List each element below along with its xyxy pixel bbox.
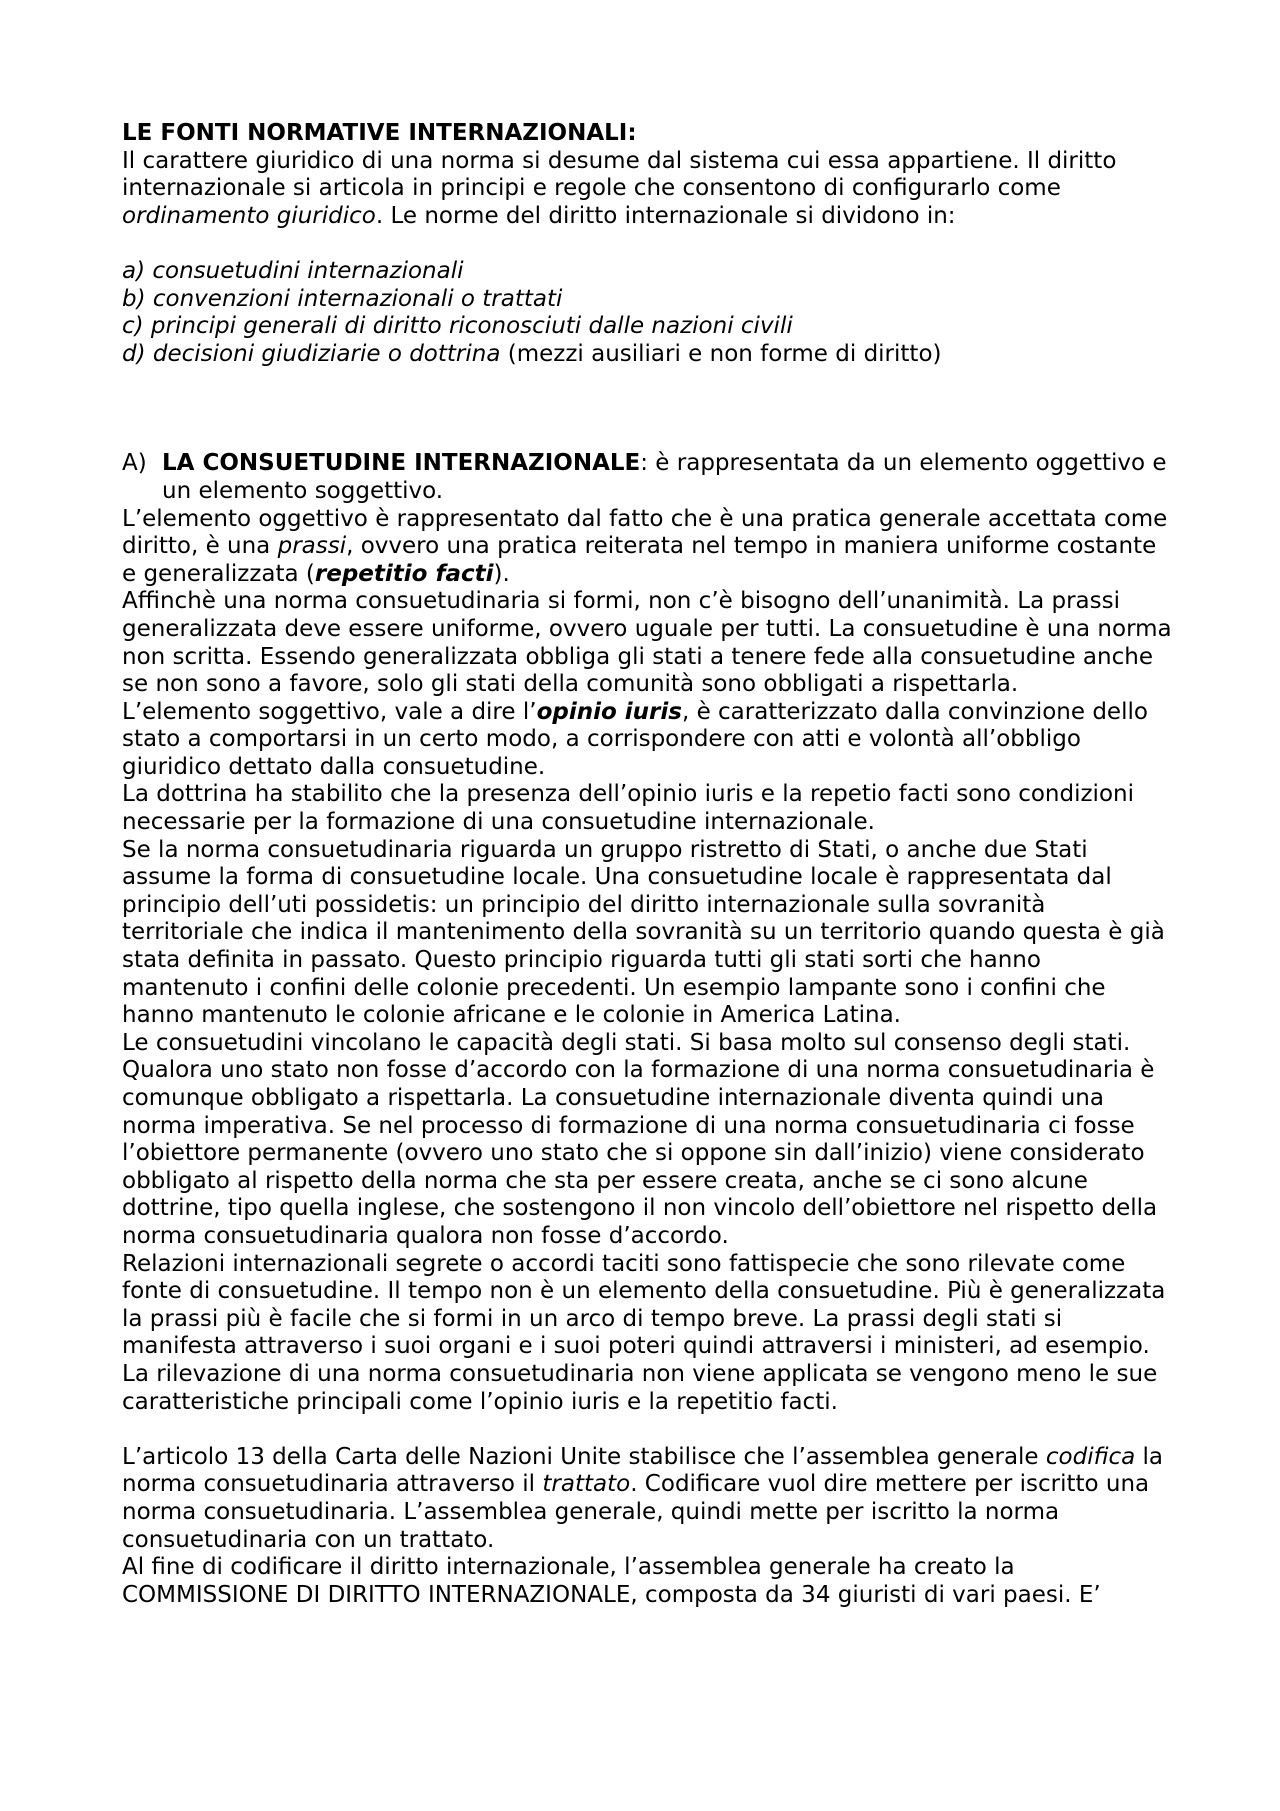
paragraph-soggettivo bbox=[122, 699, 1172, 782]
text: L’elemento soggettivo, vale a dire l’ bbox=[122, 698, 537, 725]
paragraph-articolo bbox=[122, 1444, 1172, 1554]
section-marker: A) bbox=[122, 450, 147, 477]
paragraph-commissione: Al fine di codificare il diritto internazionale, l’assemblea generale ha creato la COMMISSIONE DI DIRITTO INTERNAZIONALE, composta da 34 giuristi di vari paesi. E’ bbox=[122, 1554, 1101, 1608]
text: ). bbox=[493, 560, 510, 587]
list-item-c: c) principi generali di diritto riconosciuti dalle nazioni civili bbox=[122, 313, 793, 340]
section-heading-text: : è rappresentata da un elemento oggettivo e un elemento soggettivo. bbox=[162, 450, 1167, 504]
strong-emphasis: repetitio facti bbox=[314, 560, 494, 587]
list-item-b: b) convenzioni internazionali o trattati bbox=[122, 285, 563, 312]
text: L’articolo 13 della Carta delle Nazioni Unite stabilisce che l’assemblea generale bbox=[122, 1443, 1046, 1470]
list-item-d bbox=[122, 341, 1172, 369]
intro-emphasis: ordinamento giuridico bbox=[122, 202, 376, 229]
emphasis: codifica bbox=[1045, 1443, 1136, 1470]
text: L’elemento oggettivo è rappresentato dal fatto che è una pratica generale accettata come diritto, è una bbox=[122, 505, 1168, 560]
text: , ovvero una pratica reiterata nel tempo in maniera uniforme costante e generalizzata ( bbox=[122, 533, 1157, 587]
document-title: LE FONTI NORMATIVE INTERNAZIONALI: bbox=[122, 120, 637, 146]
section-heading-body bbox=[162, 450, 1172, 505]
paragraph-affinche: Affinchè una norma consuetudinaria si formi, non c’è bisogno dell’unanimità. La prassi generalizzata deve essere uniforme, ovvero uguale per tutti. La consuetudine è una norma non scritta. Essendo generalizzata obbliga gli stati a tenere fede alla consuetudine anche se non sono a favore, solo gli stati della comunità sono obbligati a rispettarla. bbox=[122, 588, 1172, 698]
paragraph-dottrina: La dottrina ha stabilito che la presenza dell’opinio iuris e la repetio facti sono condizioni necessarie per la formazione di una consuetudine internazionale. bbox=[122, 781, 1134, 836]
intro-paragraph bbox=[122, 148, 1172, 231]
list-item-a: a) consuetudini internazionali bbox=[122, 257, 464, 284]
list-item-d-text: d) decisioni giudiziarie o dottrina bbox=[122, 340, 501, 367]
emphasis: prassi bbox=[277, 533, 347, 560]
emphasis: trattato bbox=[542, 1471, 631, 1498]
paragraph-relazioni: Relazioni internazionali segrete o accordi taciti sono fattispecie che sono rilevate come fonte di consuetudine. Il tempo non è un elemento della consuetudine. Più è generalizzata la prassi più è facile che si formi in un arco di tempo breve. La prassi degli stati si manifesta attraverso i suoi organi e i suoi poteri quindi attraversi i ministeri, ad esempio. La rilevazione di una norma consuetudinaria non viene applicata se vengono meno le sue caratteristiche principali come l’opinio iuris e la repetitio facti. bbox=[122, 1250, 1166, 1415]
list-item-d-note: (mezzi ausiliari e non forme di diritto) bbox=[500, 340, 942, 367]
spacer bbox=[122, 1416, 1172, 1444]
intro-text-end: . Le norme del diritto internazionale si dividono in: bbox=[375, 202, 956, 229]
spacer bbox=[122, 230, 1172, 258]
section-heading-title: LA CONSUETUDINE INTERNAZIONALE bbox=[162, 450, 641, 477]
intro-text: Il carattere giuridico di una norma si desume dal sistema cui essa appartiene. Il diritto internazionale si articola in principi e regole che consentono di configurarlo come bbox=[122, 147, 1117, 202]
paragraph-vincolano: Le consuetudini vincolano le capacità degli stati. Si basa molto sul consenso degli stati. Qualora uno stato non fosse d’accordo con la formazione di una norma consuetudinaria è comunque obbligato a rispettarla. La consuetudine internazionale diventa quindi una norma imperativa. Se nel processo di formazione di una norma consuetudinaria ci fosse l’obiettore permanente (ovvero uno stato che si oppone sin dall’inizio) viene considerato obbligato al rispetto della norma che sta per essere creata, anche se ci sono alcune dottrine, tipo quella inglese, che sostengono il non vincolo dell’obiettore nel rispetto della norma consuetudinaria qualora non fosse d’accordo. bbox=[122, 1029, 1158, 1249]
document-page bbox=[122, 120, 1172, 1609]
paragraph-locale: Se la norma consuetudinaria riguarda un gruppo ristretto di Stati, o anche due Stati assume la forma di consuetudine locale. Una consuetudine locale è rappresentata dal principio dell’uti possidetis: un principio del diritto internazionale sulla sovranità territoriale che indica il mantenimento della sovranità su un territorio quando questa è già stata definita in passato. Questo principio riguarda tutti gli stati sorti che hanno mantenuto i confini delle colonie precedenti. Un esempio lampante sono i confini che hanno mantenuto le colonie africane e le colonie in America Latina. bbox=[122, 836, 1165, 1029]
text: la norma consuetudinaria attraverso il bbox=[122, 1443, 1163, 1498]
paragraph-oggettivo bbox=[122, 506, 1172, 589]
strong-emphasis: opinio iuris bbox=[536, 698, 682, 725]
text: . Codificare vuol dire mettere per iscritto una norma consuetudinaria. L’assemblea generale, quindi mette per iscritto la norma consuetudinaria con un trattato. bbox=[122, 1471, 1150, 1553]
text: , è caratterizzato dalla convinzione dello stato a comportarsi in un certo modo, a corrispondere con atti e volontà all’obbligo giuridico dettato dalla consuetudine. bbox=[122, 698, 1148, 780]
section-a-heading bbox=[122, 450, 1172, 505]
spacer bbox=[122, 368, 1172, 450]
